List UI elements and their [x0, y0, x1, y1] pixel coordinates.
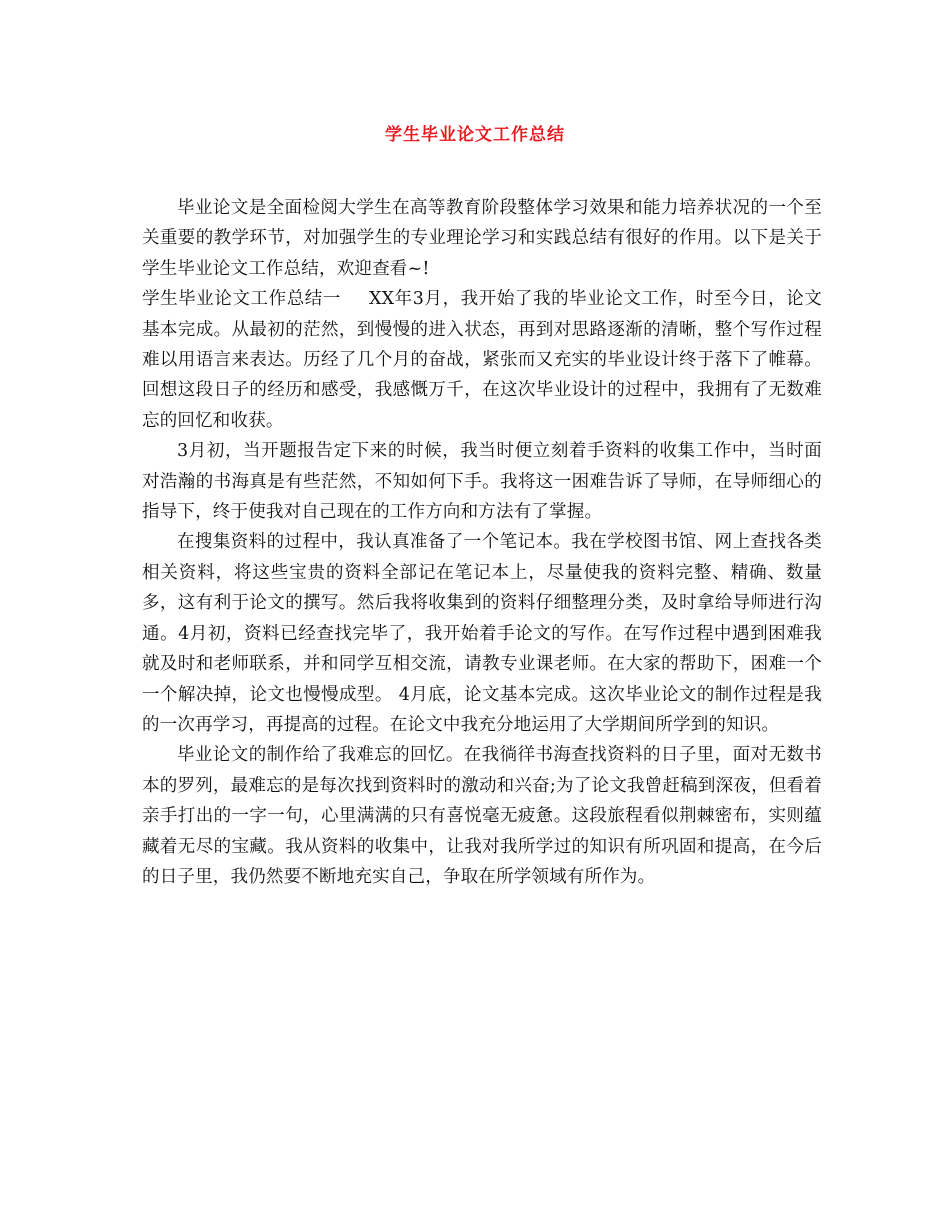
- document-body: [142, 193, 822, 892]
- section-heading: 学生毕业论文工作总结一: [142, 289, 341, 310]
- body-paragraph-2: 3月初，当开题报告定下来的时候，我当时便立刻着手资料的收集工作中，当时面对浩瀚的书海真是有些茫然，不知如何下手。我将这一困难告诉了导师，在导师细心的指导下，终于使我对自己现在的工作方向和方法有了掌握。: [142, 441, 822, 523]
- document-title: 学生毕业论文工作总结: [385, 125, 565, 145]
- intro-paragraph: 毕业论文是全面检阅大学生在高等教育阶段整体学习效果和能力培养状况的一个至关重要的教学环节，对加强学生的专业理论学习和实践总结有很好的作用。以下是关于学生毕业论文工作总结，欢迎查看~!: [142, 198, 822, 279]
- body-paragraph-4: 毕业论文的制作给了我难忘的回忆。在我徜徉书海查找资料的日子里，面对无数书本的罗列，最难忘的是每次找到资料时的激动和兴奋;为了论文我曾赶稿到深夜，但看着亲手打出的一字一句，心里满满的只有喜悦毫无疲惫。这段旅程看似荆棘密布，实则蕴藏着无尽的宝藏。我从资料的收集中，让我对我所学过的知识有所巩固和提高，在今后的日子里，我仍然要不断地充实自己，争取在所学领域有所作为。: [142, 745, 822, 887]
- paragraph-text: XX年3月，我开始了我的毕业论文工作，时至今日，论文基本完成。从最初的茫然，到慢慢的进入状态，再到对思路逐渐的清晰，整个写作过程难以用语言来表达。历经了几个月的奋战，紧张而又充实的毕业设计终于落下了帷幕。回想这段日子的经历和感受，我感慨万千，在这次毕业设计的过程中，我拥有了无数难忘的回忆和收获。: [142, 289, 823, 431]
- section-paragraph-1: [142, 284, 822, 436]
- body-paragraph-3: 在搜集资料的过程中，我认真准备了一个笔记本。我在学校图书馆、网上查找各类相关资料，将这些宝贵的资料全部记在笔记本上，尽量使我的资料完整、精确、数量多，这有利于论文的撰写。然后我将收集到的资料仔细整理分类，及时拿给导师进行沟通。4月初，资料已经查找完毕了，我开始着手论文的写作。在写作过程中遇到困难我就及时和老师联系，并和同学互相交流，请教专业课老师。在大家的帮助下，困难一个一个解决掉，论文也慢慢成型。 4月底，论文基本完成。这次毕业论文的制作过程是我的一次再学习，再提高的过程。在论文中我充分地运用了大学期间所学到的知识。: [142, 532, 822, 735]
